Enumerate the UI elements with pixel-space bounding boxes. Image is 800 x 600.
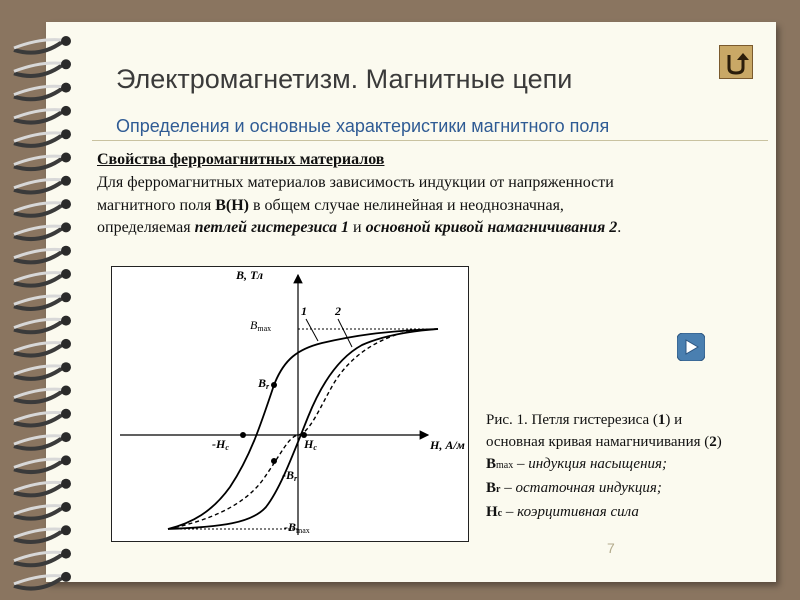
caption-line-1-end: ) и	[665, 412, 683, 428]
spiral-ring	[14, 292, 71, 309]
body-line-1: Для ферромагнитных материалов зависимость индукции от напряженности	[97, 174, 614, 191]
bmax-label: Bmax	[250, 318, 272, 333]
bh-term: B(H)	[215, 196, 249, 214]
slide-subtitle: Определения и основные характеристики магнитного поля	[116, 116, 610, 136]
body-line-3-mid: и	[349, 219, 366, 236]
spiral-ring	[14, 479, 71, 496]
curve2-leader	[338, 319, 352, 347]
br-subscript: r	[496, 484, 501, 495]
spiral-ring	[14, 153, 71, 170]
page-number: 7	[607, 540, 615, 556]
spiral-ring	[14, 59, 71, 76]
hysteresis-figure	[111, 266, 469, 542]
spiral-ring	[14, 502, 71, 519]
spiral-ring	[14, 572, 71, 589]
body-line-3-pre: определяемая	[97, 219, 195, 236]
br-definition: – остаточная индукция;	[500, 480, 662, 496]
b-axis-label: B, Тл	[236, 268, 264, 282]
curve2-label: 2	[335, 304, 341, 318]
spiral-ring	[14, 386, 71, 403]
magnetization-curve-term: основной кривой намагничивания 2	[365, 219, 618, 236]
neg-hc-point	[240, 432, 246, 438]
spiral-ring	[14, 83, 71, 100]
neg-bmax-label: -Bmax	[284, 520, 310, 535]
hc-subscript: c	[497, 508, 503, 519]
caption-line-1: Рис. 1. Петля гистерезиса (	[486, 412, 658, 428]
hc-definition: – коэрцитивная сила	[502, 504, 639, 520]
hysteresis-term: петлей гистерезиса 1	[194, 219, 350, 236]
br-point	[271, 382, 277, 388]
bmax-subscript: max	[496, 460, 514, 471]
curve1-label: 1	[301, 304, 307, 318]
br-symbol: B	[486, 480, 497, 496]
spiral-ring	[14, 339, 71, 356]
back-button[interactable]	[719, 45, 753, 79]
next-button[interactable]	[677, 333, 705, 361]
spiral-ring	[14, 455, 71, 472]
bmax-symbol: B	[486, 456, 497, 472]
caption-line-2: основная кривая намагничивания (	[486, 434, 710, 450]
return-arrow-icon	[720, 46, 752, 78]
caption-num-2: 2	[709, 434, 717, 450]
figure-caption	[486, 409, 776, 525]
body-line-2-pre: магнитного поля	[97, 196, 216, 214]
h-axis-label: H, А/м	[430, 438, 465, 452]
body-line-3-end: .	[617, 219, 622, 236]
spiral-ring	[14, 316, 71, 333]
caption-num-1: 1	[657, 412, 666, 428]
spiral-ring	[14, 199, 71, 216]
spiral-ring	[14, 409, 71, 426]
spiral-ring	[14, 549, 71, 566]
spiral-ring	[14, 176, 71, 193]
slide-title: Электромагнетизм. Магнитные цепи	[116, 64, 573, 94]
spiral-binding	[0, 0, 90, 600]
hysteresis-diagram	[112, 267, 468, 541]
hc-symbol: H	[486, 504, 498, 520]
spiral-ring	[14, 246, 71, 263]
neg-hc-label: -Hc	[212, 437, 229, 452]
body-paragraph	[97, 172, 777, 240]
br-label: Br	[258, 376, 270, 391]
neg-br-label: -Br	[282, 468, 298, 483]
bmax-definition: – индукция насыщения;	[513, 456, 667, 472]
neg-br-point	[271, 458, 277, 464]
spiral-ring	[14, 222, 71, 239]
spiral-ring	[14, 36, 71, 53]
next-triangle-icon	[677, 333, 705, 361]
spiral-ring	[14, 129, 71, 146]
body-line-2-post: в общем случае нелинейная и неоднозначная,	[249, 196, 564, 214]
spiral-ring	[14, 362, 71, 379]
spiral-ring	[14, 269, 71, 286]
spiral-ring	[14, 525, 71, 542]
divider	[92, 140, 768, 141]
hysteresis-loop-lower	[168, 329, 438, 529]
spiral-ring	[14, 106, 71, 123]
caption-line-2-end: )	[716, 434, 722, 450]
spiral-ring	[14, 432, 71, 449]
curve1-leader	[306, 319, 318, 341]
hc-label: Hc	[304, 437, 317, 452]
section-heading: Свойства ферромагнитных материалов	[97, 151, 385, 168]
